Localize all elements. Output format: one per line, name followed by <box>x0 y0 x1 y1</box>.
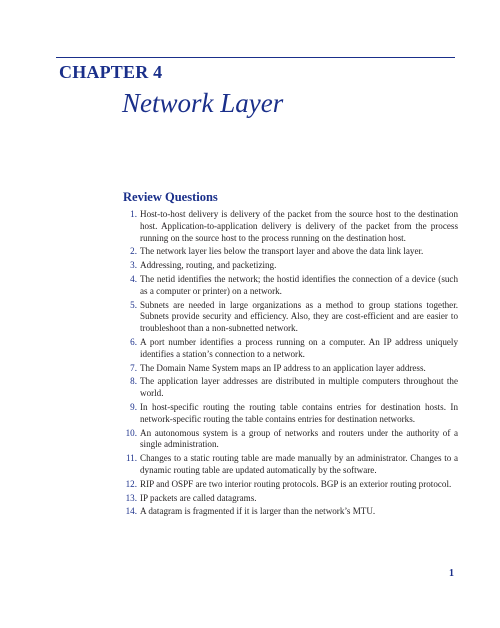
list-item <box>123 506 458 518</box>
chapter-label: CHAPTER 4 <box>59 62 163 82</box>
question-number: 6. <box>130 336 137 347</box>
list-item <box>123 428 458 452</box>
question-text: A port number identifies a process running on a computer. An IP address uniquely identifies a station’s connection to a network. <box>140 336 458 359</box>
question-number: 5. <box>130 299 137 310</box>
question-text: A datagram is fragmented if it is larger than the network’s MTU. <box>140 506 376 517</box>
list-item <box>123 363 458 375</box>
question-number: 13. <box>125 492 137 503</box>
question-number: 8. <box>130 376 137 387</box>
question-number: 7. <box>130 362 137 373</box>
list-item <box>123 376 458 400</box>
question-text: RIP and OSPF are two interior routing protocols. BGP is an exterior routing protocol. <box>140 478 452 489</box>
page-number: 1 <box>449 568 454 579</box>
question-text: Host-to-host delivery is delivery of the packet from the source host to the destination host. Application-to-application delivery is delivery of the packet from the process running on the source host to the process running on the destination host. <box>140 209 458 243</box>
question-text: The Domain Name System maps an IP address to an application layer address. <box>140 362 426 373</box>
question-text: The application layer addresses are distributed in multiple computers throughout the world. <box>140 376 458 399</box>
question-text: An autonomous system is a group of networks and routers under the authority of a single administration. <box>140 427 458 450</box>
question-text: Addressing, routing, and packetizing. <box>140 260 277 271</box>
section-heading: Review Questions <box>123 190 218 204</box>
list-item <box>123 337 458 361</box>
question-number: 2. <box>130 246 137 257</box>
list-item <box>123 493 458 505</box>
question-number: 12. <box>125 478 137 489</box>
question-text: IP packets are called datagrams. <box>140 492 257 503</box>
question-number: 4. <box>130 273 137 284</box>
question-text: In host-specific routing the routing table contains entries for destination hosts. In network-specific routing the table contains entries for destination networks. <box>140 401 458 424</box>
list-item <box>123 453 458 477</box>
question-text: The netid identifies the network; the hostid identifies the connection of a device (such as a computer or printer) on a network. <box>140 273 458 296</box>
list-item <box>123 260 458 272</box>
chapter-rule <box>56 57 455 58</box>
chapter-title: Network Layer <box>122 88 284 118</box>
question-number: 10. <box>125 427 137 438</box>
question-number: 3. <box>130 260 137 271</box>
question-text: The network layer lies below the transport layer and above the data link layer. <box>140 246 424 257</box>
question-number: 1. <box>130 209 137 219</box>
list-item <box>123 402 458 426</box>
question-text: Changes to a static routing table are made manually by an administrator. Changes to a dynamic routing table are updated automatically by the software. <box>140 453 458 475</box>
question-text: Subnets are needed in large organizations as a method to group stations together. Subnets provide security and efficiency. Also, they are cost-efficient and are easier to troubleshoot than a non-subnetted network. <box>140 299 458 334</box>
question-number: 11. <box>125 453 137 464</box>
list-item <box>123 246 458 258</box>
list-item <box>123 209 458 244</box>
list-item <box>123 479 458 491</box>
list-item <box>123 274 458 298</box>
question-number: 14. <box>125 506 137 517</box>
review-questions-list <box>123 209 458 520</box>
question-number: 9. <box>130 401 137 412</box>
list-item <box>123 300 458 335</box>
